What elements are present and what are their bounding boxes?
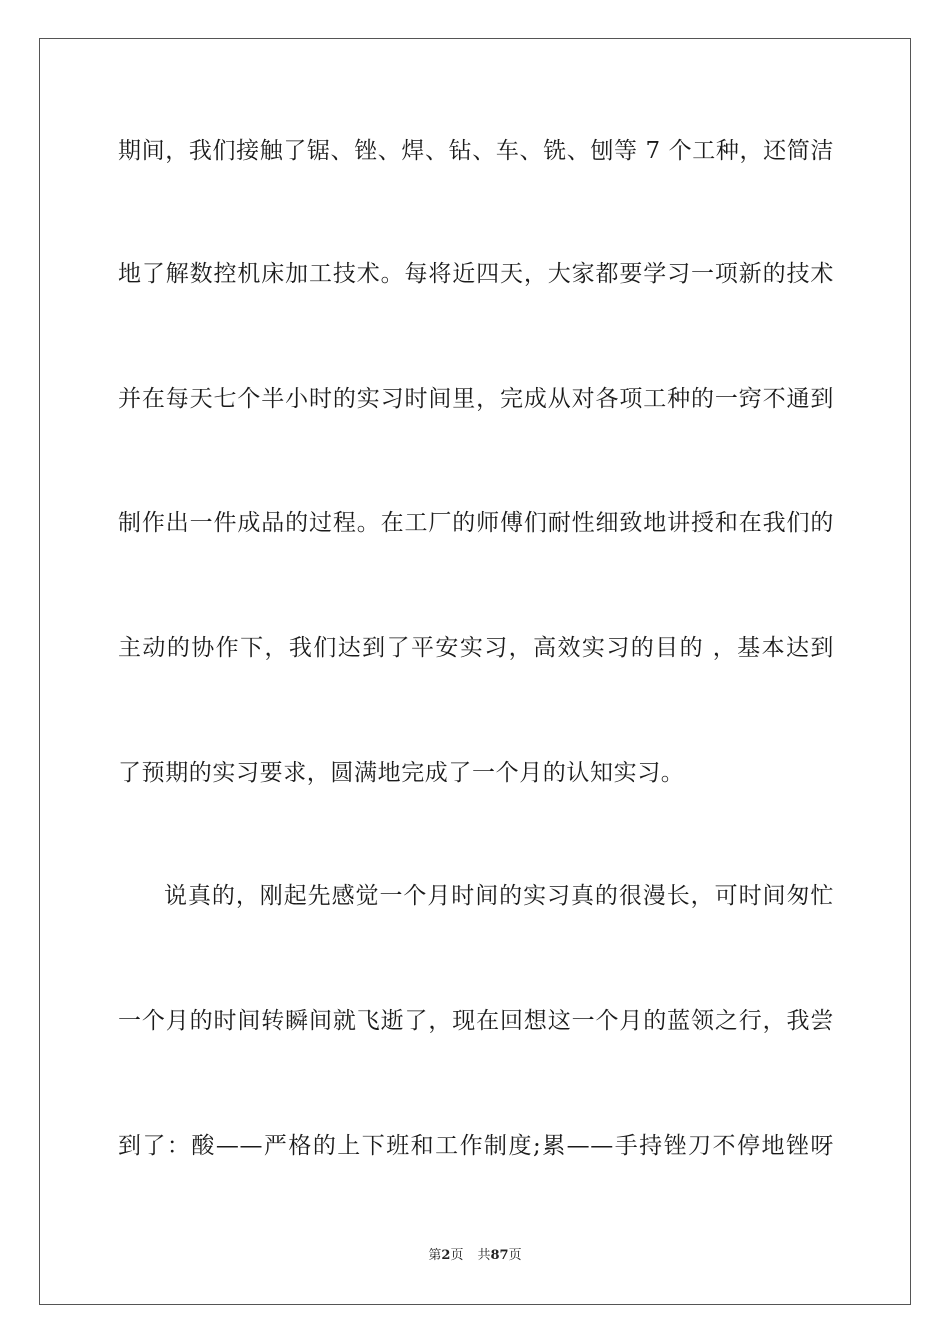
- footer-page-suffix: 页: [450, 1248, 464, 1263]
- body-text-line-9: 到了：酸——严格的上下班和工作制度;累——手持锉刀不停地锉呀: [118, 1133, 834, 1159]
- body-text-line-8: 一个月的时间转瞬间就飞逝了，现在回想这一个月的蓝领之行，我尝: [118, 1008, 834, 1034]
- body-text-line-1: 期间，我们接触了锯、锉、焊、钻、车、铣、刨等 7 个工种，还简洁: [118, 138, 834, 164]
- page-footer: [0, 1247, 950, 1265]
- body-text-line-6: 了预期的实习要求，圆满地完成了一个月的认知实习。: [118, 760, 685, 786]
- body-text-line-2: 地了解数控机床加工技术。每将近四天，大家都要学习一项新的技术: [118, 261, 834, 287]
- body-text-line-3: 并在每天七个半小时的实习时间里，完成从对各项工种的一窍不通到: [118, 386, 834, 412]
- body-text-line-7: 说真的，刚起先感觉一个月时间的实习真的很漫长，可时间匆忙: [164, 883, 834, 909]
- footer-total-suffix: 页: [508, 1248, 522, 1263]
- page-border: [39, 38, 911, 1305]
- footer-page-number: 2: [441, 1248, 451, 1263]
- footer-total-pages: 87: [490, 1248, 509, 1263]
- body-text-line-5: 主动的协作下，我们达到了平安实习，高效实习的目的 ，基本达到: [118, 635, 834, 661]
- footer-total-prefix: 共: [477, 1248, 491, 1263]
- footer-page-prefix: 第: [428, 1248, 442, 1263]
- body-text-line-4: 制作出一件成品的过程。在工厂的师傅们耐性细致地讲授和在我们的: [118, 510, 834, 536]
